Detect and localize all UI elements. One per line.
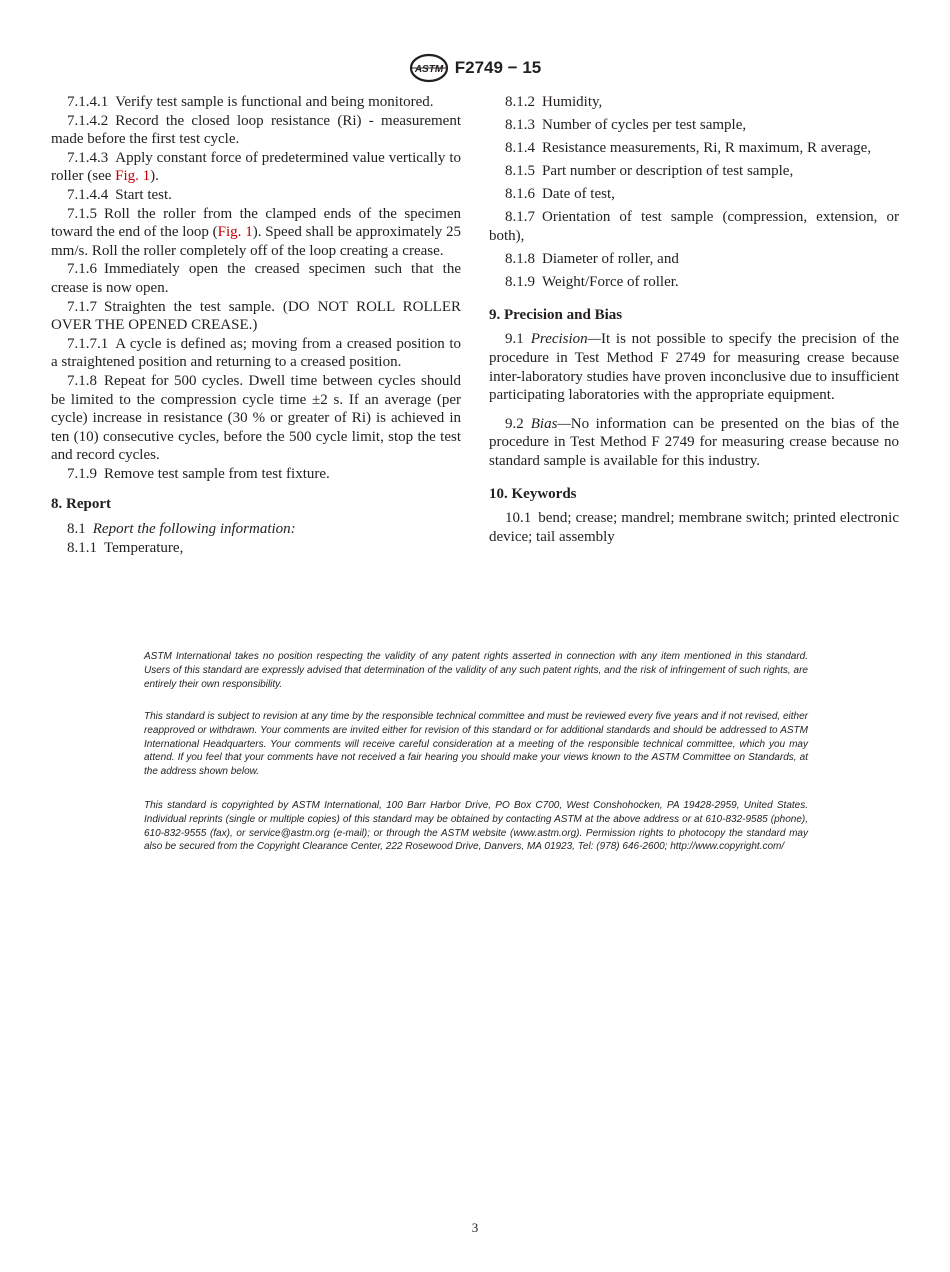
paragraph-9-1: 9.1 Precision—It is not possible to specify the precision of the procedure in Test Method F 2749 for measuring crease because inter-laboratory studies have proven inconclusive due to insufficient participating laboratories with the appropriate equipment.	[489, 331, 899, 404]
revision-notice: This standard is subject to revision at any time by the responsible technical committee and must be reviewed every five years and if not revised, either reapproved or withdrawn. Your comments are invited either for revision of this standard or for additional standards and should be addressed to ASTM International Headquarters. Your comments will receive careful consideration at a meeting of the responsible technical committee, which you may attend. If you feel that your comments have not received a fair hearing you should make your views known to the ASTM Committee on Standards, at the address shown below.	[144, 711, 808, 778]
copyright-notice: This standard is copyrighted by ASTM International, 100 Barr Harbor Drive, PO Box C700, West Conshohocken, PA 19428-2959, United States. Individual reprints (single or multiple copies) of this standard may be obtained by contacting ASTM at the above address or at 610-832-9585 (phone), 610-832-9555 (fax), or service@astm.org (e-mail); or through the ASTM website (www.astm.org). Permission rights to photocopy the standard may also be secured from the Copyright Clearance Center, 222 Rosewood Drive, Danvers, MA 01923, Tel: (978) 646-2600; http://www.copyright.com/	[144, 800, 808, 853]
paragraph-7-1-7: 7.1.7 Straighten the test sample. (DO NOT ROLL ROLLER OVER THE OPENED CREASE.)	[51, 298, 461, 334]
paragraph-9-2: 9.2 Bias—No information can be presented on the bias of the procedure in Test Method F 2749 for measuring crease because no standard sample is available for this industry.	[489, 415, 899, 469]
report-item: 8.1.2 Humidity,	[505, 94, 603, 110]
paragraph-7-1-8: 7.1.8 Repeat for 500 cycles. Dwell time between cycles should be limited to the compression cycle time ±2 s. If an average (per cycle) increase in resistance (30 % or greater of Ri) is achieved in ten (10) consecutive cycles, before the 500 cycle limit, stop the test and record cycles.	[51, 372, 461, 464]
paragraph-7-1-4-2: 7.1.4.2 Record the closed loop resistance (Ri) - measurement made before the first test cycle.	[51, 112, 461, 148]
page-header	[0, 53, 950, 88]
report-item: 8.1.9 Weight/Force of roller.	[505, 274, 679, 291]
report-item: 8.1.8 Diameter of roller, and	[505, 251, 679, 268]
report-item: 8.1.5 Part number or description of test sample,	[505, 163, 794, 180]
report-item: 8.1.3 Number of cycles per test sample,	[505, 117, 747, 134]
patent-notice: ASTM International takes no position respecting the validity of any patent rights asserted in connection with any item mentioned in this standard. Users of this standard are expressly advised that determination of the validity of any such patent rights, and the risk of infringement of such rights, are entirely their own responsibility.	[144, 651, 808, 690]
document-id: F2749 − 15	[454, 58, 542, 77]
paragraph-7-1-4-4: 7.1.4.4 Start test.	[67, 186, 172, 203]
paragraph-7-1-5: 7.1.5 Roll the roller from the clamped ends of the specimen toward the end of the loop (Fig. 1). Speed shall be approximately 25 mm/s. Roll the roller completely off of the loop creating a crease.	[51, 205, 462, 259]
paragraph-10-1: 10.1 bend; crease; mandrel; membrane switch; printed electronic device; tail assembly	[489, 510, 899, 545]
paragraph-7-1-4-1: 7.1.4.1 Verify test sample is functional and being monitored.	[67, 94, 434, 110]
section-heading-keywords: 10. Keywords	[489, 485, 577, 502]
report-item: 8.1.4 Resistance measurements, Ri, R maximum, R average,	[505, 140, 872, 157]
svg-text:ASTM: ASTM	[414, 64, 443, 75]
right-column	[489, 93, 899, 546]
paragraph-8-1: 8.1 Report the following information:	[67, 521, 296, 538]
left-column	[51, 93, 461, 557]
page-number: 3	[471, 1220, 479, 1235]
section-heading-report: 8. Report	[51, 496, 111, 513]
paragraph-7-1-7-1: 7.1.7.1 A cycle is defined as; moving from a creased position to a straightened position and returning to a creased position.	[51, 335, 461, 371]
paragraph-7-1-4-3: 7.1.4.3 Apply constant force of predetermined value vertically to roller (see Fig. 1).	[51, 149, 461, 185]
report-item: 8.1.6 Date of test,	[505, 186, 615, 203]
figure-1-link[interactable]: Fig. 1	[115, 168, 151, 185]
figure-1-link[interactable]: Fig. 1	[217, 224, 253, 241]
paragraph-7-1-6: 7.1.6 Immediately open the creased specimen such that the crease is now open.	[51, 261, 461, 296]
astm-logo-icon	[409, 53, 449, 83]
report-item: 8.1.7 Orientation of test sample (compression, extension, or both),	[489, 209, 899, 245]
paragraph-7-1-9: 7.1.9 Remove test sample from test fixture.	[67, 465, 330, 482]
paragraph-8-1-1: 8.1.1 Temperature,	[67, 539, 184, 556]
section-heading-precision-bias: 9. Precision and Bias	[489, 306, 623, 323]
